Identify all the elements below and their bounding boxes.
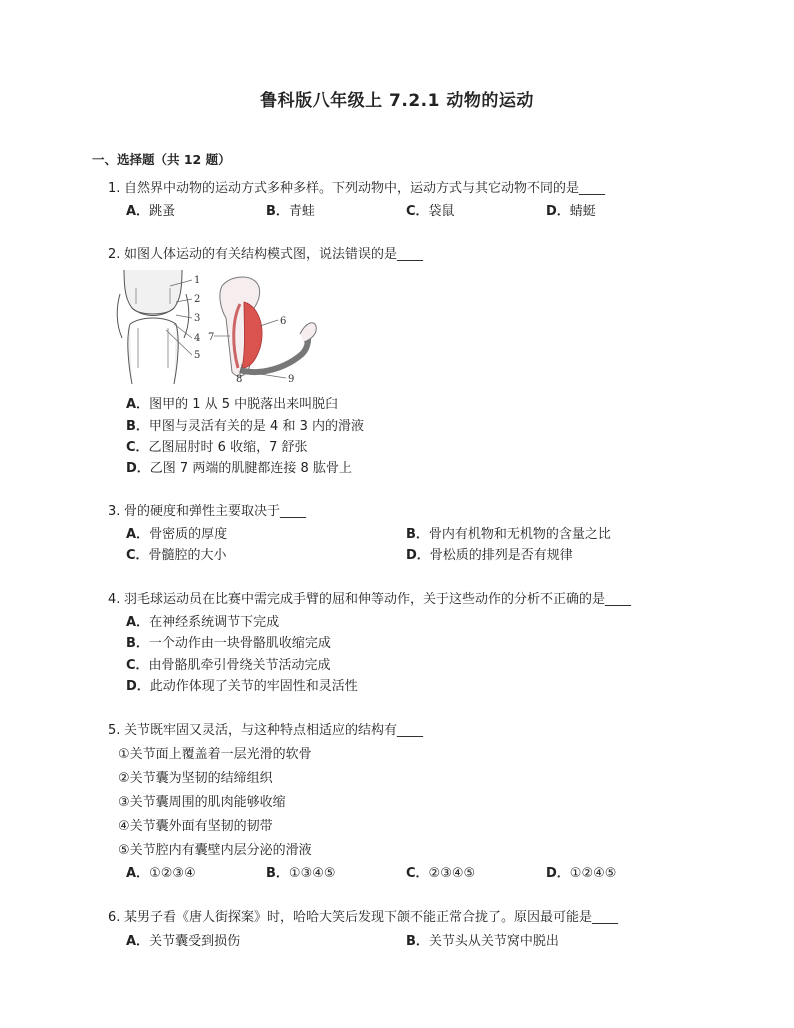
figure-label-8: 8 xyxy=(236,374,243,385)
q4-option-c: C．由骨骼肌牵引骨绕关节活动完成 xyxy=(126,658,331,673)
q5-option-c: C．②③④⑤ xyxy=(406,866,476,881)
figure-label-3: 3 xyxy=(194,313,201,324)
figure-label-2: 2 xyxy=(194,294,201,305)
q5-statement-5: ⑤关节腔内有囊壁内层分泌的滑液 xyxy=(118,843,312,858)
question-6 xyxy=(108,906,618,925)
q2-option-b: B．甲图与灵活有关的是 4 和 3 内的滑液 xyxy=(126,419,364,434)
figure-label-4: 4 xyxy=(194,333,201,344)
question-number: 2. xyxy=(108,247,121,262)
q1-option-b: B．青蛙 xyxy=(266,204,315,219)
q5-statement-2: ②关节囊为坚韧的结缔组织 xyxy=(118,771,273,786)
question-1 xyxy=(108,177,605,196)
question-5 xyxy=(108,719,423,738)
q5-statement-1: ①关节面上覆盖着一层光滑的软骨 xyxy=(118,747,312,762)
arm-illustration xyxy=(220,277,316,376)
section-heading: 一、选择题（共 12 题） xyxy=(92,152,231,167)
q5-statement-3: ③关节囊周围的肌肉能够收缩 xyxy=(118,795,286,810)
figure-label-5: 5 xyxy=(194,350,201,361)
q4-option-a: A．在神经系统调节下完成 xyxy=(126,615,280,630)
q2-option-a: A．图甲的 1 从 5 中脱落出来叫脱臼 xyxy=(126,397,339,412)
question-3 xyxy=(108,500,306,519)
figure-label-6: 6 xyxy=(280,316,287,327)
q3-option-a: A．骨密质的厚度 xyxy=(126,527,228,542)
figure-label-1: 1 xyxy=(194,275,201,286)
q1-option-c: C．袋鼠 xyxy=(406,204,455,219)
question-text: 羽毛球运动员在比赛中需完成手臂的屈和伸等动作，关于这些动作的分析不正确的是____ xyxy=(124,592,632,607)
document-title: 鲁科版八年级上 7.2.1 动物的运动 xyxy=(260,91,534,111)
anatomy-figure-svg xyxy=(110,268,325,386)
question-4 xyxy=(108,588,631,607)
q2-option-c: C．乙图屈肘时 6 收缩，7 舒张 xyxy=(126,440,308,455)
q2-option-d: D．乙图 7 两端的肌腱都连接 8 肱骨上 xyxy=(126,461,352,476)
question-number: 3. xyxy=(108,504,121,519)
q5-option-b: B．①③④⑤ xyxy=(266,866,336,881)
question-number: 1. xyxy=(108,181,121,196)
joint-arm-diagram xyxy=(110,268,325,386)
question-number: 4. xyxy=(108,592,121,607)
q4-option-d: D．此动作体现了关节的牢固性和灵活性 xyxy=(126,679,358,694)
q5-option-a: A．①②③④ xyxy=(126,866,196,881)
q3-option-b: B．骨内有机物和无机物的含量之比 xyxy=(406,527,611,542)
question-text: 某男子看《唐人街探案》时，哈哈大笑后发现下颌不能正常合拢了。原因最可能是____ xyxy=(124,910,619,925)
q3-option-d: D．骨松质的排列是否有规律 xyxy=(406,548,573,563)
question-number: 6. xyxy=(108,910,121,925)
question-text: 关节既牢固又灵活，与这种特点相适应的结构有____ xyxy=(124,723,424,738)
q5-statement-4: ④关节囊外面有坚韧的韧带 xyxy=(118,819,273,834)
q3-option-c: C．骨髓腔的大小 xyxy=(126,548,227,563)
figure-label-9: 9 xyxy=(288,374,295,385)
question-text: 如图人体运动的有关结构模式图，说法错误的是____ xyxy=(124,247,424,262)
question-text: 骨的硬度和弹性主要取决于____ xyxy=(124,504,307,519)
figure-label-7: 7 xyxy=(208,332,215,343)
q6-option-a: A．关节囊受到损伤 xyxy=(126,934,241,949)
q4-option-b: B．一个动作由一块骨骼肌收缩完成 xyxy=(126,636,331,651)
q6-option-b: B．关节头从关节窝中脱出 xyxy=(406,934,559,949)
question-number: 5. xyxy=(108,723,121,738)
q1-option-d: D．蜻蜓 xyxy=(546,204,596,219)
q1-option-a: A．跳蚤 xyxy=(126,204,176,219)
question-text: 自然界中动物的运动方式多种多样。下列动物中，运动方式与其它动物不同的是____ xyxy=(124,181,606,196)
question-2 xyxy=(108,243,423,262)
q5-option-d: D．①②④⑤ xyxy=(546,866,617,881)
